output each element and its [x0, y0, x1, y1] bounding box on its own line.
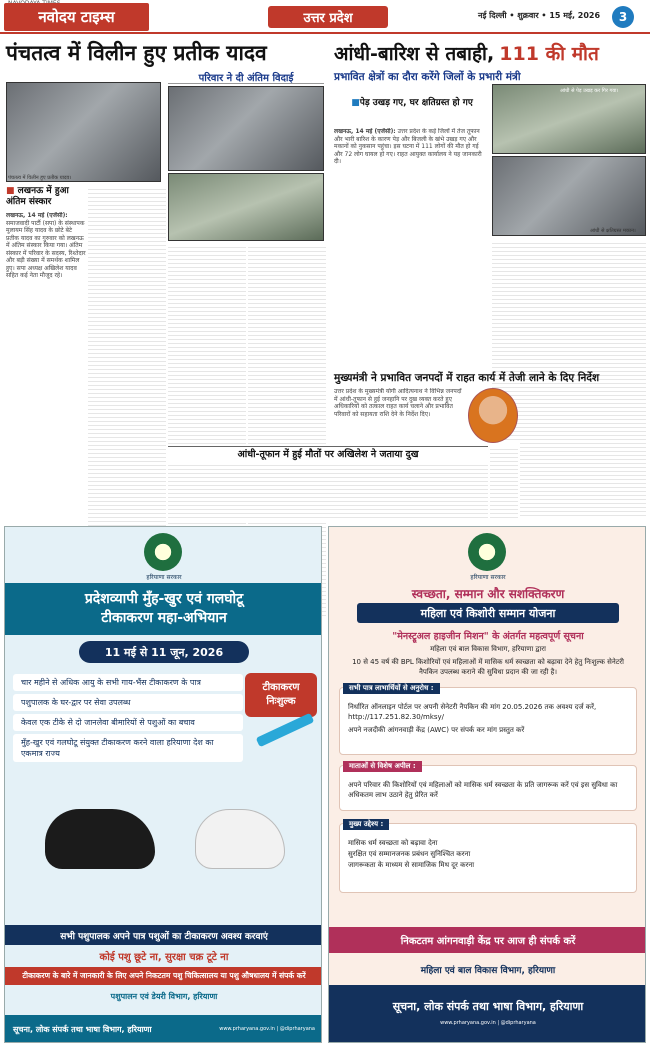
ad1-logo-text: हरियाणा सरकार [146, 574, 182, 581]
story2-kicker-text: पेड़ उखड़ गए, घर क्षतिग्रस्त हो गए [359, 98, 473, 108]
haryana-emblem-icon [144, 533, 182, 571]
ad2-desc: 10 से 45 वर्ष की BPL किशोरियों एवं महिलाओं में मासिक धर्म स्वच्छता को बढ़ावा देने हेतु निःशुल्क सेनेटरी नैपकिन उपलब्ध कराने की सुविधा प्रदान की जा रही है। [352, 658, 624, 676]
ad1-title-b: टीकाकरण महा-अभियान [101, 610, 227, 626]
story2-caption2: आंधी से क्षतिग्रस्त मकान। [590, 228, 636, 234]
masthead-logo: नवोदय टाइम्स [4, 3, 149, 31]
kicker2-marker: ■ [351, 98, 360, 108]
ad1-slogan: कोई पशु छूटे ना, सुरक्षा चक्र टूटे ना [99, 952, 229, 963]
page-number: 3 [612, 6, 634, 28]
ad2-bottom-dept: महिला एवं बाल विकास विभाग, हरियाणा [420, 966, 556, 976]
ad2-title: स्वच्छता, सम्मान और सशक्तिकरण [411, 587, 565, 601]
ad2-footer [329, 985, 646, 1043]
ad1-bullet: मुँह-खुर एवं गलघोटू संयुक्त टीकाकरण करने वाला हरियाणा देश का एकमात्र राज्य [13, 734, 243, 762]
ad2-logo-text: हरियाणा सरकार [470, 574, 506, 581]
vaccination-ad [4, 526, 322, 1043]
ad2-sec1-title: सभी पात्र लाभार्थियों से अनुरोध : [343, 683, 440, 694]
story1-dateline: लखनऊ, 14 मई (एजेंसी): [6, 212, 68, 219]
story2-headline-a: आंधी-बारिश से तबाही, [334, 43, 495, 65]
story2-kicker [334, 98, 490, 109]
story3-headline: मुख्यमंत्री ने प्रभावित जनपदों में राहत कार्य में तेजी लाने के दिए निर्देश [334, 372, 600, 384]
story2-headline-b: 111 की मौत [499, 43, 599, 65]
story2-col1 [334, 128, 489, 368]
ad2-section-request [339, 687, 637, 755]
story2-photo-tree [492, 84, 646, 154]
ad1-banner: सभी पशुपालक अपने पात्र पशुओं का टीकाकरण अवश्य करवाएं [5, 925, 322, 945]
hygiene-ad [328, 526, 646, 1043]
cm-portrait [468, 388, 518, 443]
story2-body: उत्तर प्रदेश के कई जिलों में तेज तूफान और भारी बारिश के कारण पेड़ और बिजली के खंभे उखड़ गए और मकानों को नुकसान पहुंचा। इस घटना में 111 लोगों की मौत हो गई और 72 लोग घायल हो गए। राहत आयुक्त कार्यालय ने यह जानकारी दी। [334, 128, 482, 165]
ad2-sec3-title: मुख्य उद्देश्य : [343, 819, 389, 830]
ad1-bullet: चार महीने से अधिक आयु के सभी गाय-भैंस टीकाकरण के पात्र [13, 674, 243, 691]
cow-image [195, 809, 285, 869]
ad2-sec1-item: अपने नजदीकी आंगनवाड़ी केंद्र (AWC) पर संपर्क कर मांग प्रस्तुत करें [348, 726, 525, 734]
story3-col1: उत्तर प्रदेश के मुख्यमंत्री योगी आदित्यनाथ ने विभिन्न जनपदों में आंधी-तूफान से हुई जनहानि पर दुख व्यक्त करते हुए अधिकारियों को तत्काल राहत कार्य चलाने और प्रभावित परिवारों को सहायता राशि देने के निर्देश दिए। [334, 388, 462, 418]
story1-photo-main [6, 82, 161, 182]
story3-col-fill [490, 446, 518, 518]
ad1-footer-text: सूचना, लोक संपर्क तथा भाषा विभाग, हरियाणा [13, 1024, 152, 1034]
ad2-sec3-item: जागरूकता के माध्यम से सामाजिक मिथ दूर करना [348, 861, 475, 869]
ad1-free-badge [245, 673, 317, 717]
story1-photo-caption: पंचतत्व में विलीन हुए प्रतीक यादव। [8, 175, 72, 181]
story1-photo-family [168, 86, 324, 171]
story1-kicker [6, 186, 86, 208]
dateline: नई दिल्ली • शुक्रवार • 15 मई, 2026 [478, 11, 601, 20]
ad1-footer-links: www.prharyana.gov.in | @diprharyana [219, 1026, 315, 1032]
ad2-sec2-title: माताओं से विशेष अपील : [343, 761, 422, 772]
story1-kicker-text: लखनऊ में हुआ अंतिम संस्कार [6, 186, 69, 207]
story3-col2 [520, 388, 646, 518]
story1-photo-rites [168, 173, 324, 241]
ad1-title-band [5, 583, 322, 635]
ad2-sec3-item: सुरक्षित एवं सम्मानजनक प्रबंधन सुनिश्चित करना [348, 850, 471, 858]
ad1-bullet: केवल एक टीके से दो जानलेवा बीमारियों से पशुओं का बचाव [13, 714, 243, 731]
akhilesh-box-body [168, 462, 488, 520]
story2-headline [334, 40, 646, 68]
ad2-scheme: महिला एवं किशोरी सम्मान योजना [357, 603, 619, 623]
kicker-marker: ■ [6, 186, 18, 196]
ad2-cta: निकटतम आंगनवाड़ी केंद्र पर आज ही संपर्क करें [329, 927, 646, 953]
ad1-badge-b: निःशुल्क [266, 696, 296, 707]
ad2-sec1-item: निर्धारित ऑनलाइन पोर्टल पर अपनी सेनेटरी नैपकिन की मांग 20.05.2026 तक अवश्य दर्ज करें, http://117.251.82.30/mksy/ [348, 703, 597, 721]
ad2-sec3-item: मासिक धर्म स्वच्छता को बढ़ावा देना [348, 839, 438, 847]
ad2-mission: "मेनस्ट्रूअल हाइजीन मिशन" के अंतर्गत महत्वपूर्ण सूचना [392, 631, 584, 642]
ad2-footer-text: सूचना, लोक संपर्क तथा भाषा विभाग, हरियाणा [392, 1000, 584, 1013]
ad1-dates: 11 मई से 11 जून, 2026 [79, 641, 249, 663]
ad2-section-objectives [339, 823, 637, 893]
haryana-emblem-icon [468, 533, 506, 571]
ad2-sec2-item: अपने परिवार की किशोरियों एवं महिलाओं को मासिक धर्म स्वच्छता के प्रति जागरूक करें एवं इस सुविधा का अधिकतम लाभ उठाने हेतु प्रेरित करें [348, 781, 618, 799]
ad1-badge-a: टीकाकरण [262, 682, 300, 693]
ad1-footer [5, 1015, 322, 1043]
ad2-footer-links: www.prharyana.gov.in | @diprharyana [440, 1020, 536, 1026]
syringe-icon [256, 713, 315, 747]
story2-dateline: लखनऊ, 14 मई (एजेंसी): [334, 128, 396, 135]
story1-headline: पंचतत्व में विलीन हुए प्रतीक यादव [6, 41, 267, 65]
buffalo-image [45, 809, 155, 869]
story1-body-1: समाजवादी पार्टी (सपा) के संस्थापक मुलायम सिंह यादव के छोटे बेटे प्रतीक यादव का गुरुवार को लखनऊ में अंतिम संस्कार किया गया। अंतिम संस्कार में परिवार के सदस्य, रिश्तेदार और बड़ी संख्या में समर्थक शामिल हुए। सपा अध्यक्ष अखिलेश यादव सहित कई नेता मौजूद रहे। [6, 219, 86, 279]
story2-photo-car [492, 156, 646, 236]
story2-caption1: आंधी से पेड़ उखड़ कर गिर गया। [560, 88, 619, 94]
ad1-bullet: पशुपालक के घर-द्वार पर सेवा उपलब्ध [13, 694, 243, 711]
section-label: उत्तर प्रदेश [268, 6, 388, 28]
ad1-info: टीकाकरण के बारे में जानकारी के लिए अपने निकटतम पशु चिकित्सालय या पशु औषधालय में संपर्क करें [5, 967, 322, 985]
ad1-title-a: प्रदेशव्यापी मुँह-खुर एवं गलघोटू [84, 591, 244, 607]
ad1-bullets [13, 671, 243, 765]
akhilesh-box-headline: आंधी-तूफान में हुई मौतों पर अखिलेश ने जताया दुख [168, 446, 488, 460]
story2-subhead: प्रभावित क्षेत्रों का दौरा करेंगे जिलों के प्रभारी मंत्री [334, 71, 521, 83]
ad1-dept: पशुपालन एवं डेयरी विभाग, हरियाणा [110, 992, 218, 1001]
story1-subhead: परिवार ने दी अंतिम विदाई [168, 70, 324, 84]
ad2-dept-line: महिला एवं बाल विकास विभाग, हरियाणा द्वारा [430, 645, 546, 653]
